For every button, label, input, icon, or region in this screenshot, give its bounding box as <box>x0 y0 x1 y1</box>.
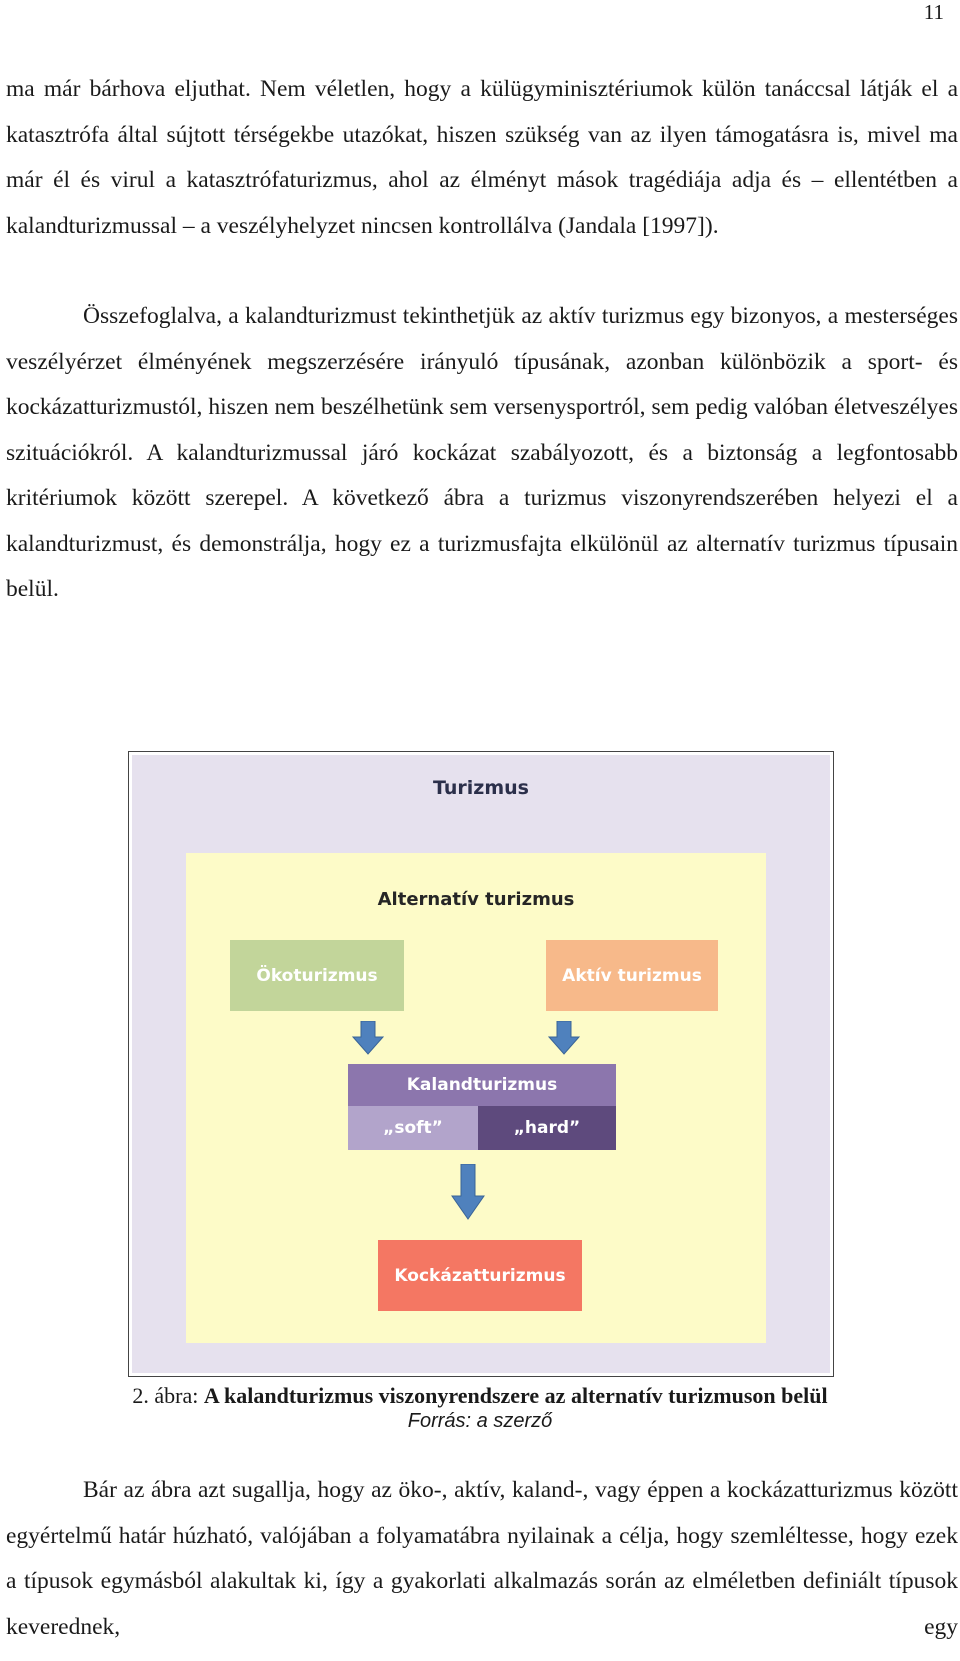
paragraph-2: Összefoglalva, a kalandturizmust tekinthetjük az aktív turizmus egy bizonyos, a mesterséges veszélyérzet élményének megszerzésére irányuló típusának, azonban különbözik a sport- és kockázatturizmustól, hiszen nem beszélhetünk sem versenysportról, sem pedig valóban életveszélyes szituációkról. A kalandturizmussal járó kockázat szabályozott, és a biztonság a legfontosabb kritériumok között szerepel. A következő ábra a turizmus viszonyrendszerében helyezi el a kalandturizmust, és demonstrálja, hogy ez a turizmusfajta elkülönül az alternatív turizmus típusain belül. <box>6 303 958 602</box>
adventure-tourism-box: Kalandturizmus <box>348 1064 616 1106</box>
soft-box: „soft” <box>348 1106 478 1150</box>
tourism-area <box>132 755 830 1373</box>
active-tourism-box: Aktív turizmus <box>546 940 718 1011</box>
caption-title: A kalandturizmus viszonyrendszere az alternatív turizmuson belül <box>203 1383 828 1408</box>
risk-tourism-box: Kockázatturizmus <box>378 1240 582 1311</box>
page-number: 11 <box>923 0 944 24</box>
paragraph-1: ma már bárhova eljuthat. Nem véletlen, hogy a külügyminisztériumok külön tanáccsal látják el a katasztrófa által sújtott térségekbe utazókat, hiszen szükség van az ilyen támogatásra is, mivel ma már él és virul a katasztrófaturizmus, ahol az élményt mások tragédiája adja és – ellentétben a kalandturizmussal – a veszélyhelyzet nincsen kontrollálva (Jandala [1997]). <box>6 76 958 239</box>
paragraph-3: Bár az ábra azt sugallja, hogy az öko-, aktív, kaland-, vagy éppen a kockázatturizmus között egyértelmű határ húzható, valójában a folyamatábra nyilainak a célja, hogy szemléltesse, hogy ezek a típusok egymásból alakultak ki, így a gyakorlati alkalmazás során az elméletben definiált típusok keverednek, egy <box>6 1477 958 1640</box>
hard-box: „hard” <box>478 1106 616 1150</box>
ecotourism-box: Ökoturizmus <box>230 940 404 1011</box>
caption-prefix: 2. ábra: <box>132 1383 204 1408</box>
tourism-title: Turizmus <box>433 777 529 799</box>
figure-source: Forrás: a szerző <box>407 1410 553 1432</box>
arrow-down-icon <box>548 1021 580 1055</box>
alternative-tourism-title: Alternatív turizmus <box>377 889 575 910</box>
figure-diagram <box>128 751 834 1377</box>
arrow-down-icon <box>451 1164 485 1220</box>
figure-caption <box>0 1381 960 1411</box>
arrow-down-icon <box>352 1021 384 1055</box>
alternative-tourism-area <box>186 853 766 1343</box>
